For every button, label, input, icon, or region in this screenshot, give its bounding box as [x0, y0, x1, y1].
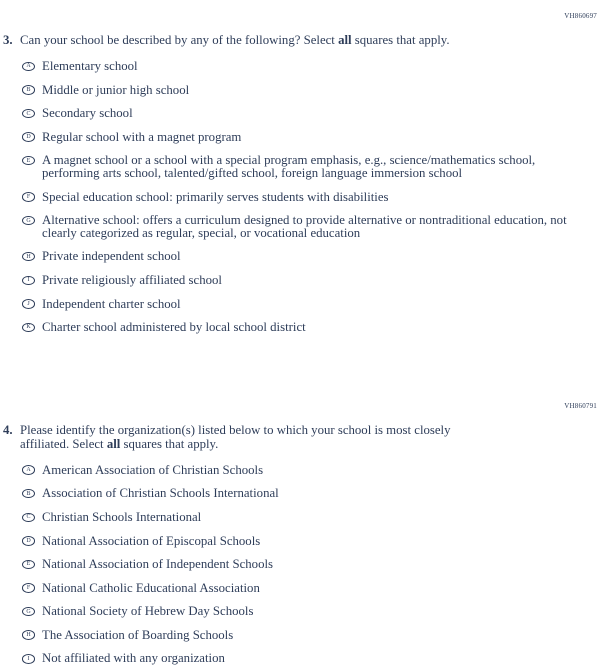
answer-bubble-icon[interactable] [22, 109, 35, 119]
option-row[interactable] [22, 298, 604, 311]
option-row[interactable] [22, 652, 604, 665]
option-letter: C [26, 514, 31, 521]
option-letter: E [26, 157, 31, 164]
option-letter: I [27, 277, 30, 284]
prompt-text: Please identify the organization(s) listed below to which your school is most closely affiliated. Select [20, 422, 451, 451]
question-prompt [20, 423, 492, 451]
option-row[interactable] [22, 274, 604, 287]
answer-bubble-icon[interactable] [22, 583, 35, 593]
option-letter: G [26, 217, 31, 224]
answer-bubble-icon[interactable] [22, 560, 35, 570]
option-letter: C [26, 110, 31, 117]
answer-bubble-icon[interactable] [22, 489, 35, 499]
option-label: Alternative school: offers a curriculum designed to provide alternative or nontraditional education, not clearly categorized as regular, special, or vocational education [42, 213, 567, 240]
option-row[interactable] [22, 629, 604, 642]
answer-bubble-icon[interactable] [22, 252, 35, 262]
option-letter: A [26, 467, 31, 474]
option-label: Association of Christian Schools International [42, 486, 279, 501]
answer-bubble-icon[interactable] [22, 192, 35, 202]
answer-bubble-icon[interactable] [22, 607, 35, 617]
option-row[interactable] [22, 154, 604, 179]
option-row[interactable] [22, 250, 604, 263]
question-number: 4. [3, 422, 13, 437]
option-label: The Association of Boarding Schools [42, 627, 234, 642]
answer-bubble-icon[interactable] [22, 62, 35, 72]
prompt-bold-text: all [106, 436, 121, 451]
answer-bubble-icon[interactable] [22, 216, 35, 226]
option-letter: D [26, 537, 31, 544]
question-3 [0, 33, 604, 47]
option-label: Christian Schools International [42, 509, 202, 524]
option-label: Charter school administered by local school district [42, 320, 306, 335]
question-prompt [20, 33, 450, 47]
answer-bubble-icon[interactable] [22, 513, 35, 523]
prompt-text: Can your school be described by any of the following? Select [20, 33, 339, 47]
option-letter: F [26, 193, 31, 200]
option-row[interactable] [22, 487, 604, 500]
option-row[interactable] [22, 60, 604, 73]
option-row[interactable] [22, 582, 604, 595]
answer-bubble-icon[interactable] [22, 276, 35, 286]
option-row[interactable] [22, 464, 604, 477]
answer-bubble-icon[interactable] [22, 630, 35, 640]
option-label: A magnet school or a school with a special program emphasis, e.g., science/mathematics school, performing arts school, talented/gifted school, foreign language immersion school [42, 153, 536, 180]
answer-bubble-icon[interactable] [22, 654, 35, 664]
option-letter: J [27, 300, 30, 307]
option-row[interactable] [22, 511, 604, 524]
answer-bubble-icon[interactable] [22, 465, 35, 475]
question-4-options [0, 464, 604, 670]
question-number: 3. [3, 33, 13, 47]
option-label: Independent charter school [42, 296, 181, 311]
answer-bubble-icon[interactable] [22, 323, 35, 333]
answer-bubble-icon[interactable] [22, 85, 35, 95]
option-label: Elementary school [42, 59, 138, 73]
option-letter: F [26, 585, 31, 592]
option-row[interactable] [22, 191, 604, 204]
question-4 [0, 423, 604, 451]
question-3-options [0, 60, 604, 345]
option-label: National Association of Independent Schools [42, 557, 274, 572]
option-row[interactable] [22, 321, 604, 334]
question-code: VH860697 [564, 12, 597, 20]
option-letter: K [26, 324, 31, 331]
prompt-text: squares that apply. [120, 436, 219, 451]
option-letter: A [26, 63, 31, 70]
option-label: Private independent school [42, 249, 181, 264]
option-label: Private religiously affiliated school [42, 272, 222, 287]
option-row[interactable] [22, 84, 604, 97]
option-row[interactable] [22, 214, 604, 239]
option-label: National Society of Hebrew Day Schools [42, 604, 254, 619]
option-label: National Association of Episcopal Schools [42, 533, 261, 548]
option-row[interactable] [22, 131, 604, 144]
answer-bubble-icon[interactable] [22, 156, 35, 166]
option-row[interactable] [22, 535, 604, 548]
prompt-bold-text: all [338, 33, 352, 47]
option-label: Regular school with a magnet program [42, 129, 242, 144]
question-code: VH860791 [564, 401, 597, 410]
option-letter: G [26, 608, 31, 615]
answer-bubble-icon[interactable] [22, 536, 35, 546]
option-label: Middle or junior high school [42, 82, 190, 97]
option-letter: H [26, 253, 31, 260]
prompt-text: squares that apply. [351, 33, 450, 47]
option-letter: E [26, 561, 31, 568]
option-label: National Catholic Educational Association [42, 580, 260, 595]
option-label: Special education school: primarily serves students with disabilities [42, 189, 389, 204]
option-letter: I [27, 655, 30, 662]
option-row[interactable] [22, 558, 604, 571]
option-letter: D [26, 134, 31, 141]
option-letter: B [26, 86, 31, 93]
option-letter: B [26, 490, 31, 497]
option-row[interactable] [22, 107, 604, 120]
option-label: Secondary school [42, 106, 133, 121]
answer-bubble-icon[interactable] [22, 132, 35, 142]
option-label: American Association of Christian Schools [42, 462, 264, 477]
option-letter: H [26, 632, 31, 639]
answer-bubble-icon[interactable] [22, 299, 35, 309]
option-row[interactable] [22, 605, 604, 618]
option-label: Not affiliated with any organization [42, 651, 225, 666]
